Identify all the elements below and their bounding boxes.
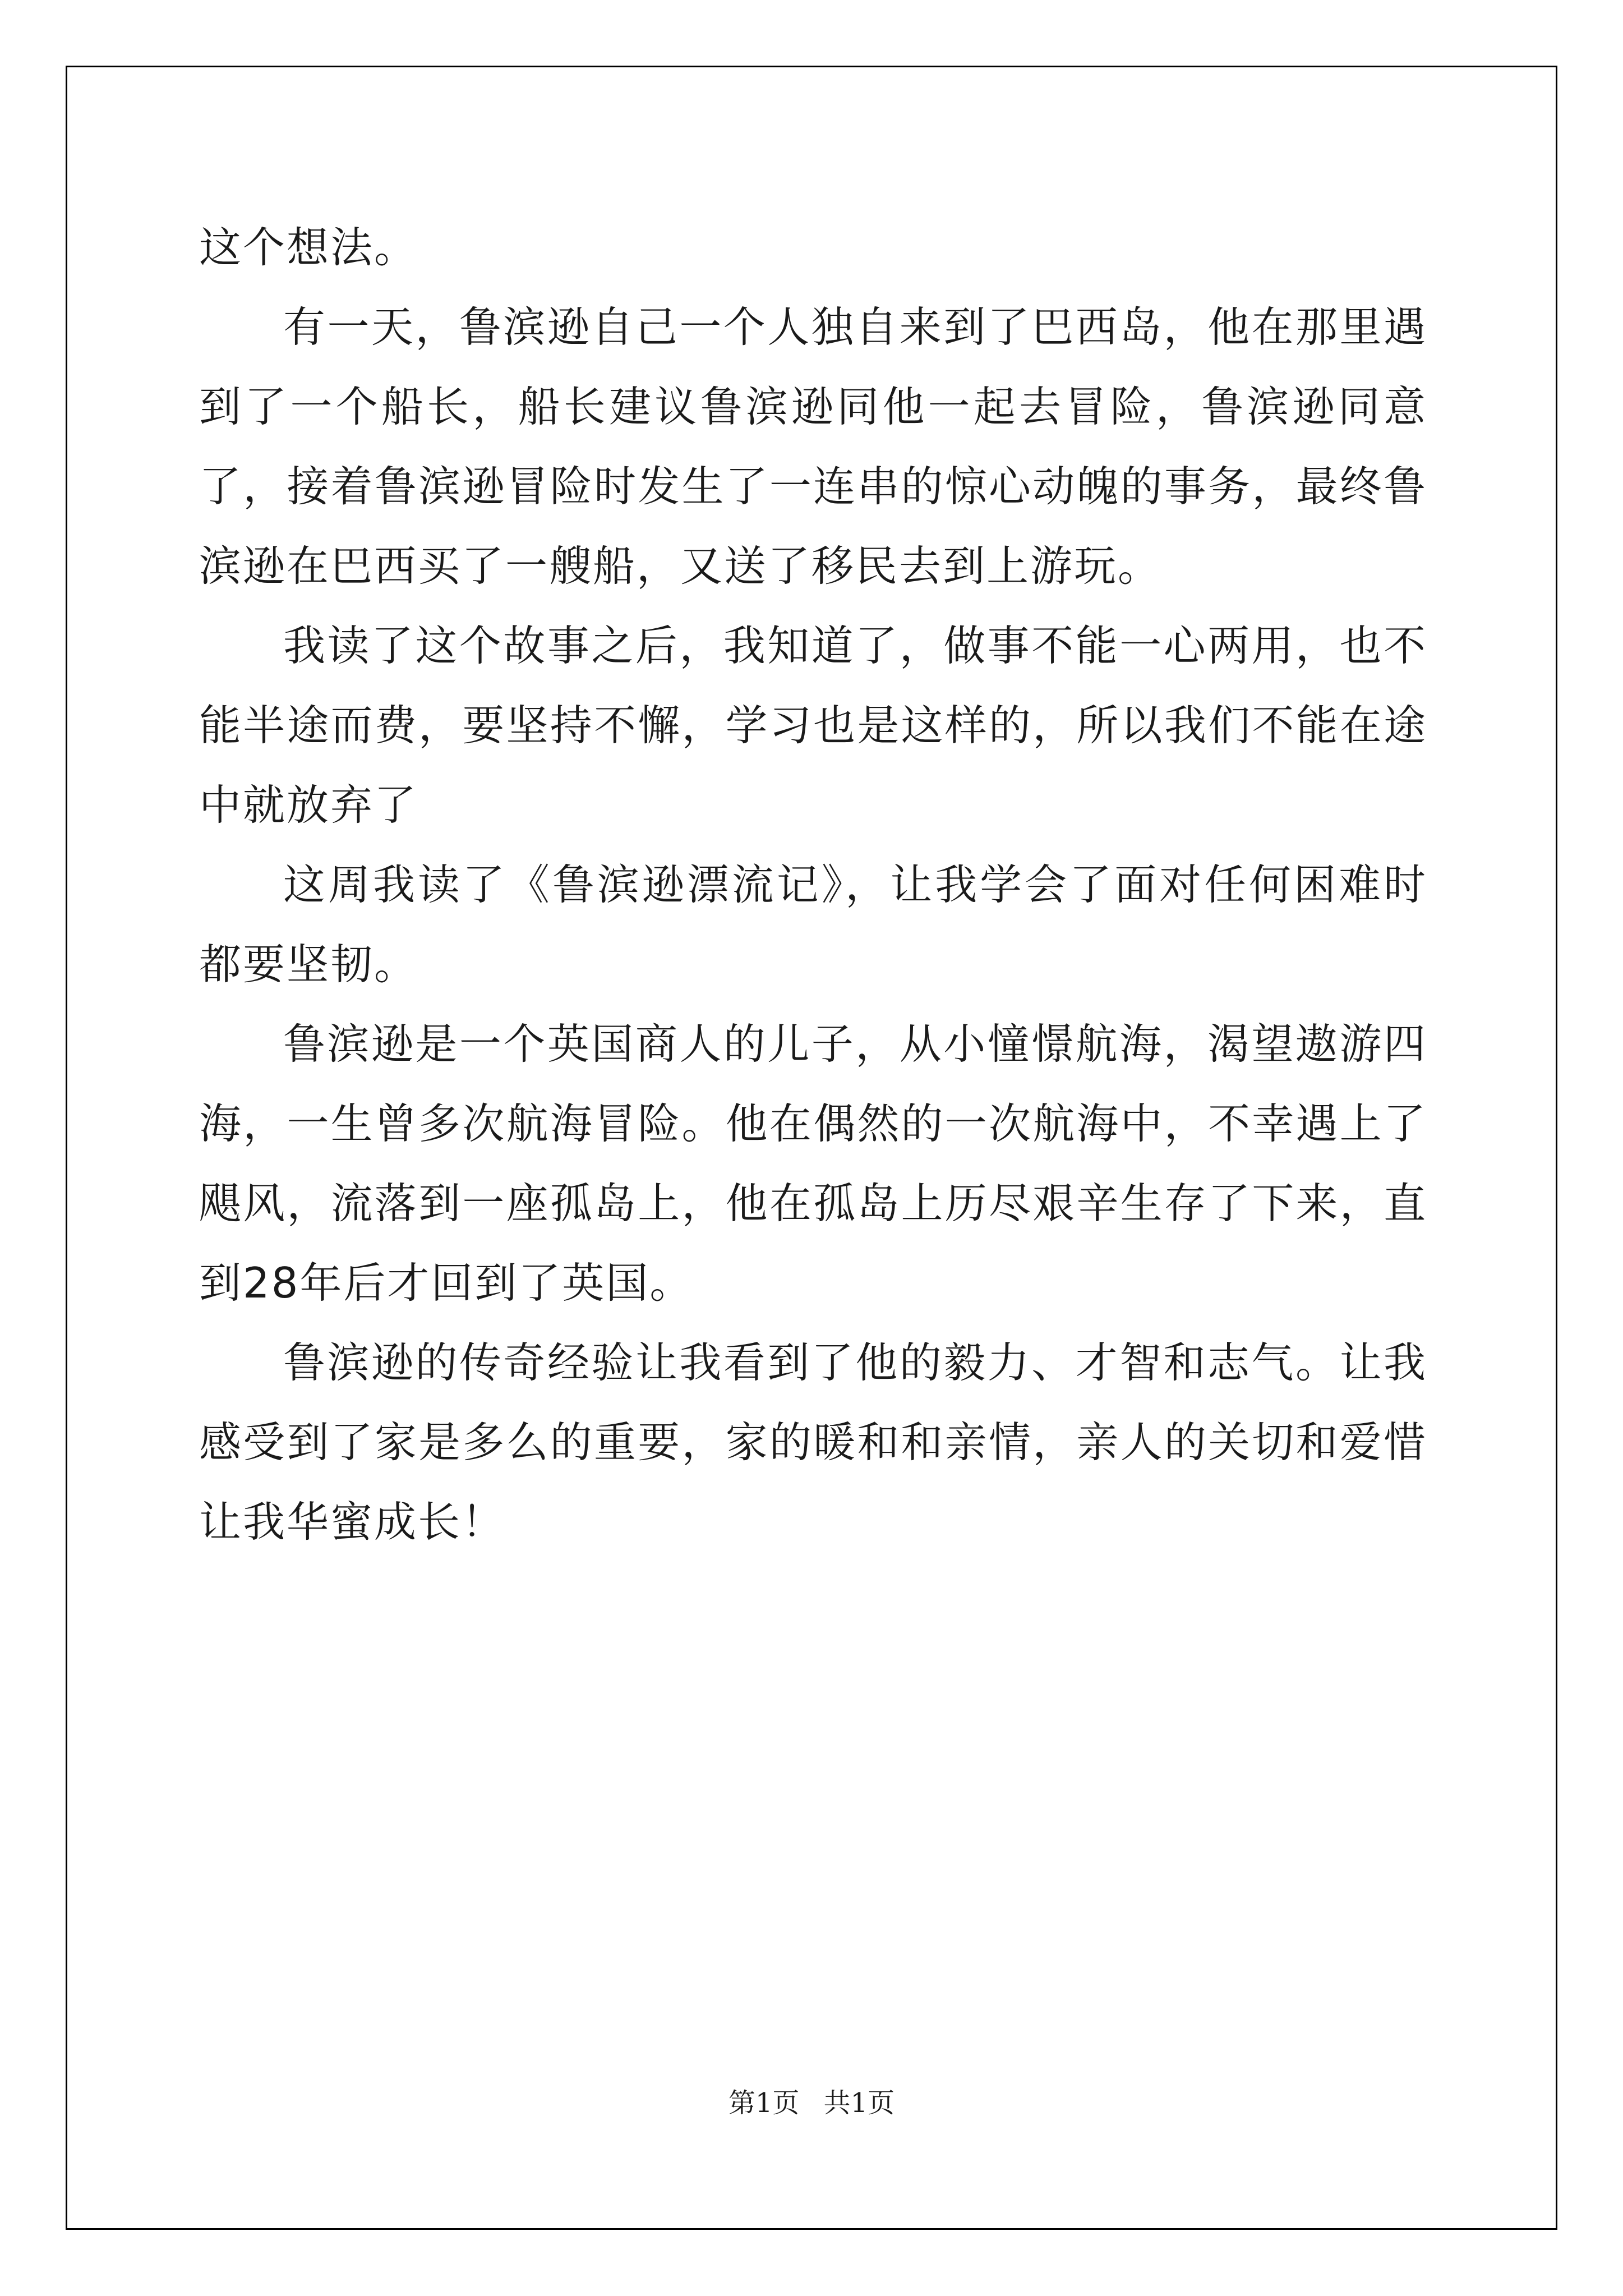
paragraph-1: 这个想法。: [199, 223, 418, 272]
paragraph-6: 鲁滨逊的传奇经验让我看到了他的毅力、才智和志气。让我感受到了家是多么的重要，家的暖和和亲情，亲人的关切和爱惜让我华蜜成长！: [199, 1338, 1427, 1547]
page-number: 第1页: [728, 2087, 800, 2119]
paragraph-5: 鲁滨逊是一个英国商人的儿子，从小憧憬航海，渴望遨游四海，一生曾多次航海冒险。他在偶然的一次航海中，不幸遇上了飓风，流落到一座孤岛上，他在孤岛上历尽艰辛生存了下来，直到28年后才回到了英国。: [199, 1019, 1427, 1308]
paragraph-3: 我读了这个故事之后，我知道了，做事不能一心两用，也不能半途而费，要坚持不懈，学习也是这样的，所以我们不能在途中就放弃了: [199, 621, 1427, 830]
total-pages: 共1页: [823, 2087, 895, 2119]
document-body: [199, 208, 1427, 1562]
page-footer: [0, 2081, 1623, 2120]
paragraph-2: 有一天，鲁滨逊自己一个人独自来到了巴西岛，他在那里遇到了一个船长，船长建议鲁滨逊同他一起去冒险，鲁滨逊同意了，接着鲁滨逊冒险时发生了一连串的惊心动魄的事务，最终鲁滨逊在巴西买了一艘船，又送了移民去到上游玩。: [199, 302, 1427, 591]
paragraph-4: 这周我读了《鲁滨逊漂流记》，让我学会了面对任何困难时都要坚韧。: [199, 860, 1427, 989]
